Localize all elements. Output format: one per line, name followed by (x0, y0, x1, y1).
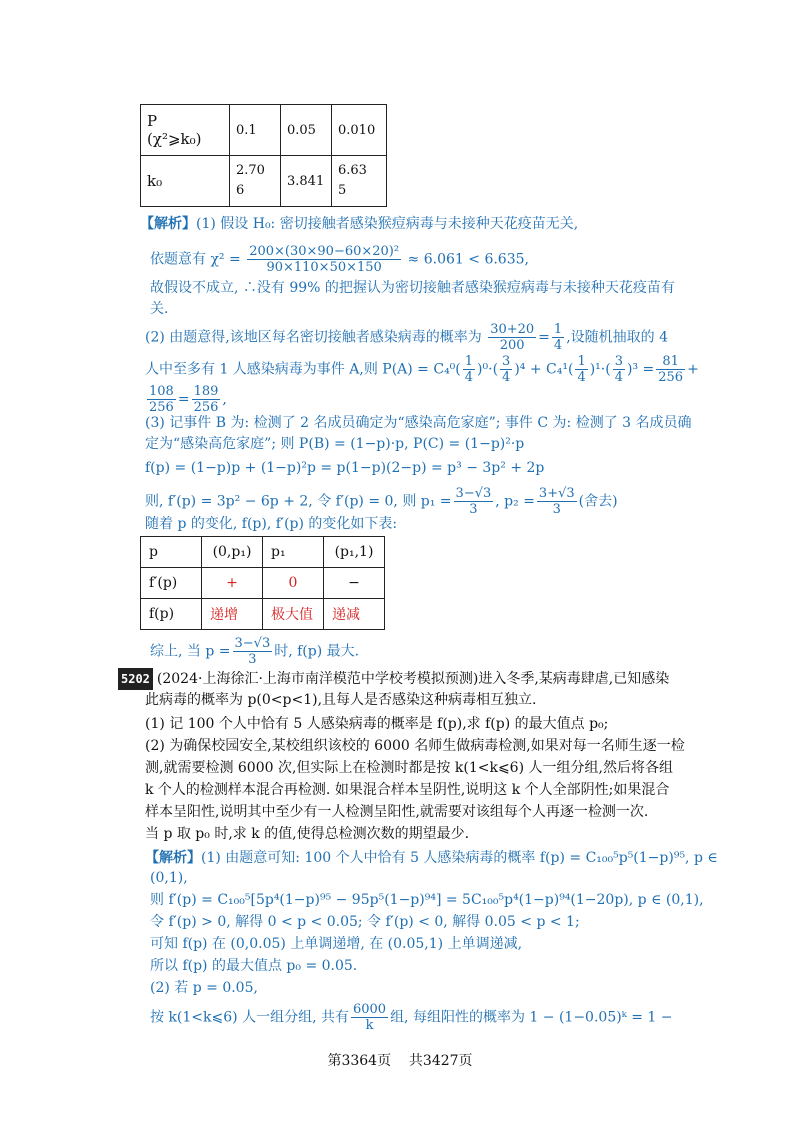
numerator: 200×(30×90−60×20)² (249, 244, 400, 259)
question-line (145, 802, 648, 822)
cell-text: 递增 (210, 607, 238, 623)
solution-line (150, 1002, 673, 1033)
numerator: 189 (193, 384, 219, 399)
table-cell (324, 599, 385, 630)
denominator: 4 (464, 370, 474, 385)
solution-line (150, 299, 168, 319)
cell-text: f(p) (149, 606, 175, 622)
solution-line (145, 848, 718, 868)
line-text: k 个人的检测样本混合再检测. 如果混合样本呈阴性,说明这 k 个人全部阴性;如果混合 (145, 782, 670, 798)
solution-line (150, 934, 522, 954)
table-cell (332, 105, 387, 156)
table-cell (141, 599, 202, 630)
numerator: 1 (464, 354, 474, 369)
numerator: 3−√3 (455, 486, 492, 501)
line-text: , (222, 391, 227, 408)
solution-line (145, 322, 668, 353)
line-text: )⁴ + C₄¹( (514, 361, 574, 378)
cell-text: 6 (236, 183, 245, 198)
line-text: 样本呈阳性,说明其中至少有一人检测呈阳性,就需要对该组每个人再逐一检测一次. (145, 804, 649, 820)
solution-line (145, 486, 618, 517)
fraction (147, 384, 176, 415)
denominator: 3 (469, 502, 478, 517)
cell-text: 0 (288, 575, 298, 591)
numerator: 81 (656, 354, 685, 370)
cell-text: 5 (338, 183, 347, 198)
cell-text: − (348, 575, 360, 591)
fraction (537, 486, 577, 517)
cell-text: 2.70 (236, 163, 265, 178)
solution-line (145, 458, 544, 478)
table-cell (332, 156, 387, 207)
line-text: 可知 f(p) 在 (0,0.05) 上单调递增, 在 (0.05,1) 上单调递减, (150, 936, 523, 952)
solution-line (150, 956, 357, 976)
table-cell (263, 537, 324, 568)
table-cell (263, 599, 324, 630)
denominator: 4 (502, 370, 511, 385)
fraction (575, 354, 587, 385)
numerator: 1 (553, 322, 563, 337)
cell-text: p₁ (271, 544, 286, 560)
question-line (145, 780, 669, 800)
line-text: 时, f(p) 最大. (274, 643, 360, 660)
numerator: 3−√3 (234, 636, 271, 651)
line-text: 综上, 当 p = (150, 643, 231, 660)
line-text: (2024·上海徐汇·上海市南洋模范中学校考模拟预测)进入冬季,某病毒肆虐,已知感染 (156, 671, 670, 687)
question-line (118, 668, 669, 690)
line-text: 依题意有 χ² = (150, 251, 241, 268)
table-cell (202, 537, 263, 568)
cell-text: 0.05 (287, 122, 316, 138)
table-cell (141, 568, 202, 599)
cell-text: 3.841 (287, 173, 325, 189)
solution-line (145, 514, 397, 534)
line-text: 按 k(1<k⩽6) 人一组分组, 共有 (150, 1009, 349, 1026)
line-text: (舍去) (578, 493, 618, 510)
solution-line (150, 912, 580, 932)
line-text: 当 p 取 p₀ 时,求 k 的值,使得总检测次数的期望最少. (145, 826, 470, 842)
line-text: 则 f′(p) = C₁₀₀⁵[5p⁴(1−p)⁹⁵ − 95p⁵(1−p)⁹⁴] = 5C₁₀₀⁵p⁴(1−p)⁹⁴(1−20p), p ∈ (0,1), (150, 892, 704, 908)
denominator: 4 (553, 338, 563, 353)
line-text: 令 f′(p) > 0, 解得 0 < p < 0.05; 令 f′(p) < 0, 解得 0.05 < p < 1; (150, 914, 580, 930)
question-line (145, 690, 536, 710)
table-cell (230, 156, 281, 207)
cell-text: p (149, 544, 158, 560)
fraction (454, 486, 494, 517)
line-text: )¹·( (589, 361, 611, 378)
line-text: 定为“感染高危家庭”; 则 P(B) = (1−p)·p, P(C) = (1−p)²·p (145, 436, 525, 452)
question-number: 5202 (118, 668, 153, 690)
table-cell (324, 568, 385, 599)
cell-text: k₀ (147, 172, 163, 190)
solution-line (150, 278, 675, 298)
solution-tag: 【解析】 (145, 850, 201, 866)
numerator: 3 (614, 354, 623, 369)
cell-text: 0.1 (236, 122, 257, 138)
solution-line (150, 636, 359, 667)
denominator: 200 (499, 338, 525, 353)
denominator: 256 (658, 370, 684, 385)
denominator: 4 (577, 370, 586, 385)
cell-text: (p₁,1) (334, 544, 374, 560)
cell-text: f′(p) (149, 575, 178, 591)
denominator: 3 (248, 652, 257, 667)
line-text: 则, f′(p) = 3p² − 6p + 2, 令 f′(p) = 0, 则 p₁ = (145, 493, 452, 510)
table-cell (202, 599, 263, 630)
solution-line (145, 384, 227, 415)
line-text: (2) 由题意得,该地区每名密切接触者感染病毒的概率为 (145, 329, 482, 346)
line-text: 随着 p 的变化, f(p), f′(p) 的变化如下表: (145, 516, 398, 532)
page-total: 共3427页 (408, 1053, 473, 1069)
fraction (500, 354, 512, 385)
solution-line (150, 890, 704, 910)
line-text: ,设随机抽取的 4 (566, 329, 668, 346)
cell-text: + (226, 575, 238, 591)
table-cell (202, 568, 263, 599)
question-line (145, 758, 673, 778)
line-text: )³ = (627, 361, 655, 378)
line-text: (0,1), (150, 870, 188, 886)
line-text: ≈ 6.061 < 6.635, (407, 251, 529, 268)
table-cell (281, 105, 332, 156)
line-text: )⁰·( (477, 361, 499, 378)
table-cell (263, 568, 324, 599)
solution-line (150, 244, 529, 275)
line-text: + (687, 361, 699, 378)
question-line (145, 714, 608, 734)
cell-text: 极大值 (271, 607, 313, 623)
cell-text: 6.63 (338, 163, 367, 178)
line-text: (1) 假设 H₀: 密切接触者感染猴痘病毒与未接种天花疫苗无关, (196, 216, 579, 232)
solution-line (145, 434, 524, 454)
table-cell (141, 537, 202, 568)
table-cell (141, 105, 230, 156)
solution-tag: 【解析】 (140, 216, 196, 232)
table-cell (141, 156, 230, 207)
question-line (145, 736, 685, 756)
line-text: 测,就需要检测 6000 次,但实际上在检测时都是按 k(1<k⩽6) 人一组分组,然后将各组 (145, 760, 673, 776)
page-footer (0, 1050, 800, 1070)
line-text: = (538, 329, 550, 346)
cell-text: (χ²⩾k₀) (147, 130, 202, 148)
line-text: , p₂ = (495, 493, 535, 510)
line-text: 组, 每组阳性的概率为 1 − (1−0.05)ᵏ = 1 − (390, 1009, 673, 1026)
line-text: f(p) = (1−p)p + (1−p)²p = p(1−p)(2−p) = p³ − 3p² + 2p (145, 460, 545, 476)
cell-text: 0.010 (338, 122, 376, 138)
solution-line (140, 214, 578, 234)
cell-text: (0,p₁) (212, 544, 252, 560)
page-number: 第3364页 (327, 1053, 392, 1069)
cell-text: 递减 (332, 607, 360, 623)
denominator: 3 (552, 502, 561, 517)
numerator: 3 (502, 354, 511, 369)
line-text: = (177, 391, 190, 408)
line-text: 故假设不成立, ∴没有 99% 的把握认为密切接触者感染猴痘病毒与未接种天花疫苗有 (150, 280, 675, 296)
fraction (247, 244, 401, 275)
denominator: 90×110×50×150 (266, 260, 382, 275)
line-text: 所以 f(p) 的最大值点 p₀ = 0.05. (150, 958, 358, 974)
table-cell (230, 105, 281, 156)
fraction (233, 636, 273, 667)
fraction (192, 384, 221, 415)
line-text: 关. (150, 301, 169, 317)
chi-square-table (140, 104, 387, 207)
solution-line (150, 868, 188, 888)
question-line (145, 824, 469, 844)
numerator: 108 (149, 384, 174, 399)
numerator: 30+20 (490, 322, 535, 337)
table-cell (281, 156, 332, 207)
denominator: 256 (193, 400, 219, 415)
numerator: 6000 (352, 1002, 387, 1017)
solution-line (145, 413, 692, 433)
cell-text: P (147, 112, 158, 130)
fraction (613, 354, 625, 385)
fraction (552, 322, 564, 353)
line-text: (2) 为确保校园安全,某校组织该校的 6000 名师生做病毒检测,如果对每一名师生逐一检 (145, 738, 685, 754)
line-text: 此病毒的概率为 p(0<p<1),且每人是否感染这种病毒相互独立. (145, 692, 537, 708)
denominator: 256 (149, 400, 174, 415)
monotonicity-table (140, 536, 385, 630)
line-text: (3) 记事件 B 为: 检测了 2 名成员确定为“感染高危家庭”; 事件 C 为: 检测了 3 名成员确 (145, 415, 692, 431)
denominator: 4 (614, 370, 623, 385)
line-text: (2) 若 p = 0.05, (150, 980, 258, 996)
fraction (463, 354, 475, 385)
fraction (488, 322, 536, 353)
numerator: 3+√3 (538, 486, 575, 501)
denominator: k (365, 1018, 374, 1033)
solution-line (145, 354, 699, 385)
numerator: 1 (577, 354, 586, 369)
line-text: (1) 记 100 个人中恰有 5 人感染病毒的概率是 f(p),求 f(p) 的最大值点 p₀; (145, 716, 609, 732)
fraction (656, 354, 685, 385)
table-cell (324, 537, 385, 568)
line-text: 人中至多有 1 人感染病毒为事件 A,则 P(A) = C₄⁰( (145, 361, 461, 378)
fraction (351, 1002, 388, 1033)
solution-line (150, 978, 258, 998)
line-text: (1) 由题意可知: 100 个人中恰有 5 人感染病毒的概率 f(p) = C₁₀₀⁵p⁵(1−p)⁹⁵, p ∈ (201, 850, 718, 866)
